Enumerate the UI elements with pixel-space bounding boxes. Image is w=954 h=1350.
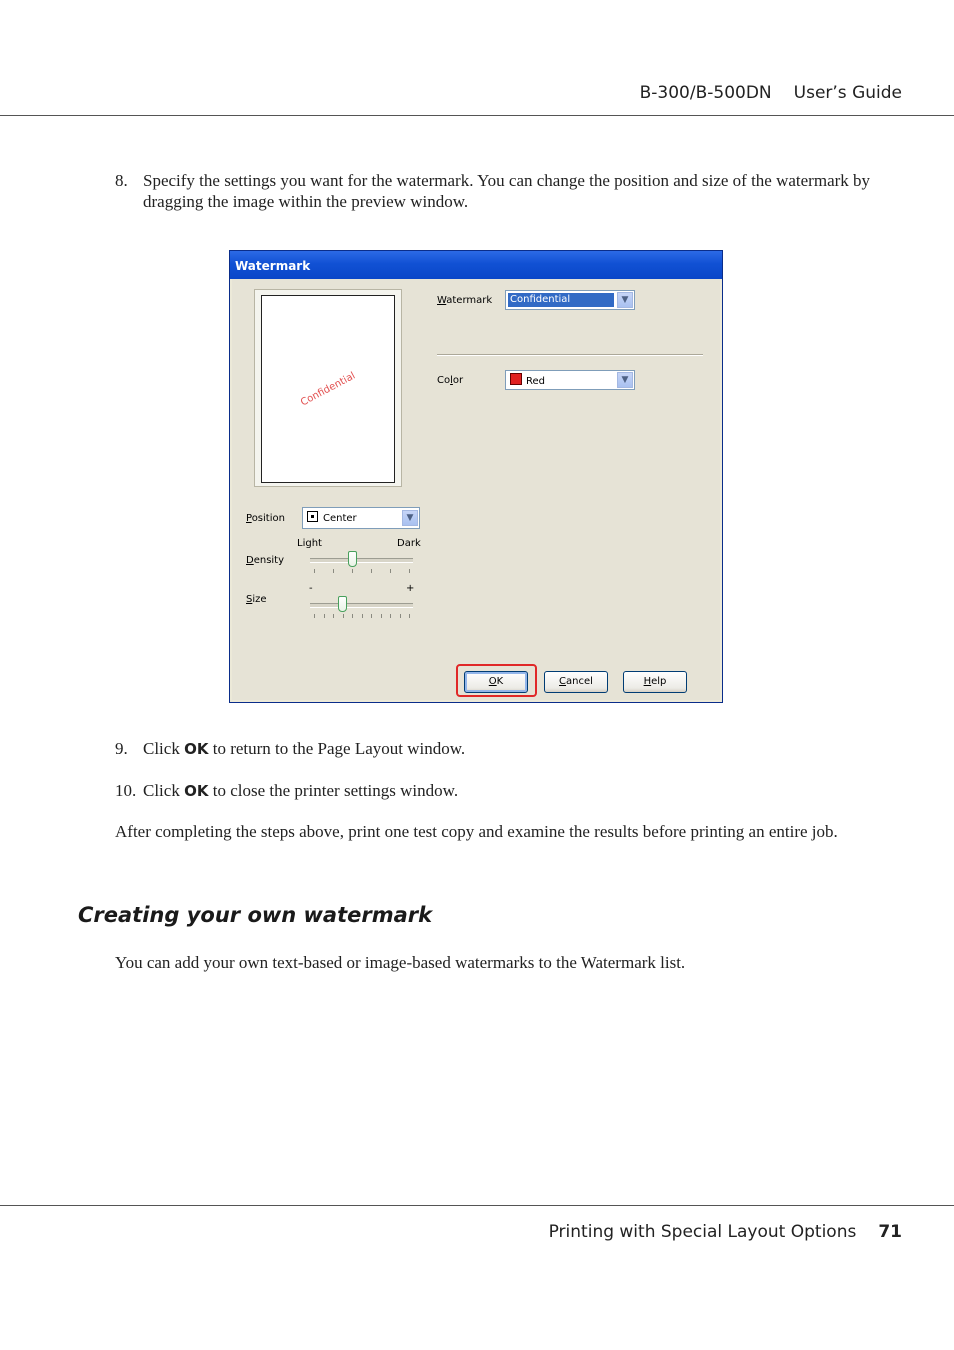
dialog-title: Watermark [230,251,722,279]
step-8 [115,170,875,212]
section-paragraph: You can add your own text-based or image-based watermarks to the Watermark list. [115,953,686,972]
watermark-select[interactable] [505,290,635,310]
density-track [310,558,413,563]
dialog-body [232,279,720,700]
step-9: 9. Click OK to return to the Page Layout window. [115,739,466,758]
watermark-label: Watermark [437,295,493,306]
step-10: 10. Click OK to close the printer settings window. [115,781,459,800]
position-label: Position [246,513,285,524]
running-footer [549,1222,902,1242]
position-select[interactable] [302,507,420,529]
slider-tick [390,614,391,618]
size-label: Size [246,594,267,605]
size-slider[interactable] [310,596,413,626]
slider-tick [333,614,334,618]
step-number: 8. [115,171,128,190]
position-select-value: Center [305,511,399,525]
header-guide: User’s Guide [793,83,902,103]
density-slider[interactable] [310,551,413,581]
header-rule [0,115,954,116]
chevron-down-icon[interactable]: ▼ [617,372,633,388]
size-slider-thumb[interactable] [338,596,347,612]
slider-tick [324,614,325,618]
slider-tick [371,614,372,618]
color-label: Color [437,375,464,386]
chevron-down-icon[interactable]: ▼ [617,292,633,308]
size-min-label: - [309,583,313,594]
size-max-label: + [406,583,415,594]
ok-keyword: OK [184,740,209,758]
color-swatch-icon [510,373,522,385]
position-center-icon [307,511,318,522]
slider-tick [409,614,410,618]
slider-tick [314,614,315,618]
density-max-label: Dark [397,538,421,549]
help-button[interactable]: Help [623,671,687,693]
chevron-down-icon[interactable]: ▼ [402,510,418,526]
preview-window[interactable] [254,289,402,487]
header-model: B-300/B-500DN [639,83,772,103]
color-select[interactable] [505,370,635,390]
page-number: 71 [878,1222,902,1242]
watermark-dialog [229,250,723,703]
slider-tick [371,569,372,573]
slider-tick [333,569,334,573]
preview-watermark-text[interactable]: Confidential [298,370,358,409]
watermark-select-value: Confidential [508,293,614,307]
slider-tick [362,614,363,618]
slider-tick [390,569,391,573]
density-slider-thumb[interactable] [348,551,357,567]
preview-page [261,295,395,483]
slider-tick [352,569,353,573]
slider-tick [400,614,401,618]
after-steps-paragraph: After completing the steps above, print one test copy and examine the results before printing an entire job. [115,822,838,841]
density-min-label: Light [297,538,322,549]
footer-rule [0,1205,954,1206]
color-select-value: Red [508,373,614,387]
cancel-button[interactable]: Cancel [544,671,608,693]
slider-tick [343,614,344,618]
ok-button[interactable]: OK [464,671,528,693]
section-heading: Creating your own watermark [78,903,433,927]
ok-keyword: OK [184,782,209,800]
size-track [310,603,413,608]
step-number: 10. [115,781,137,800]
density-label: Density [246,555,285,566]
slider-tick [381,614,382,618]
slider-tick [352,614,353,618]
slider-tick [314,569,315,573]
footer-section: Printing with Special Layout Options [548,1222,857,1242]
running-header [640,83,902,103]
step-text: Specify the settings you want for the watermark. You can change the position and size of the watermark by dragging the image within the preview window. [143,171,871,211]
slider-tick [409,569,410,573]
step-number: 9. [115,739,128,758]
separator [437,354,703,356]
